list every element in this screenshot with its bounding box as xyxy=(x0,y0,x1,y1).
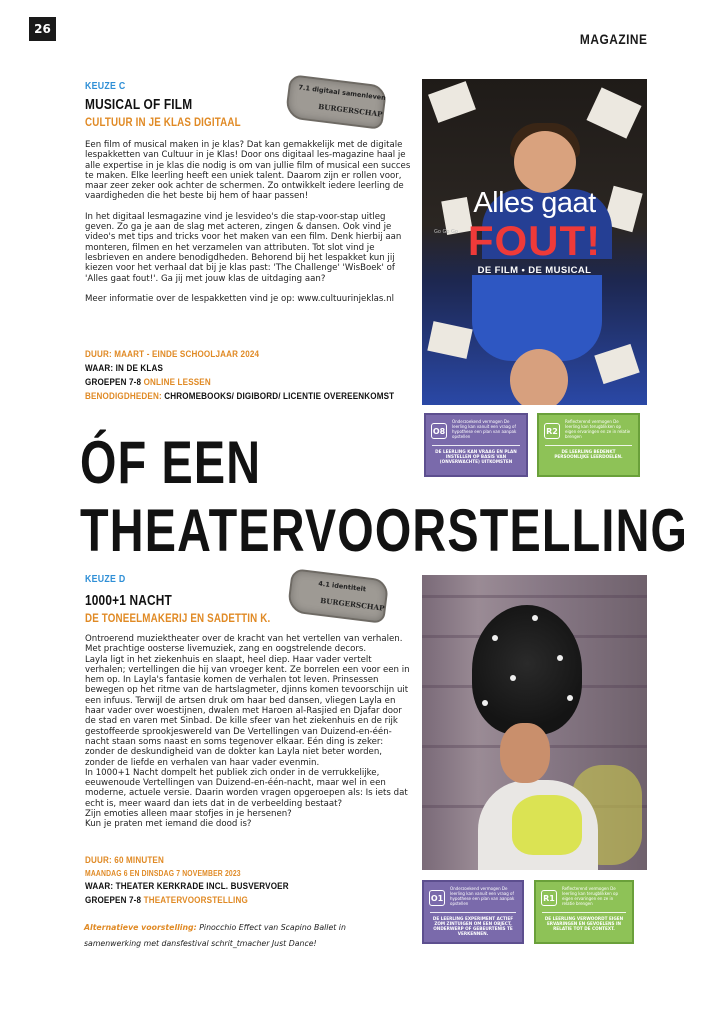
burgerschap-stone-badge xyxy=(285,74,388,130)
section-label: MAGAZINE xyxy=(579,31,647,47)
badge-goal: DE LEERLING KAN VRAAG EN PLAN INSTELLEN OP BASIS VAN (ONVERWACHTE) UITKOMSTEN xyxy=(435,449,517,464)
badge-description: Reflecterend vermogen De leerling kan terugblikken op eigen ervaringen en ze in relatie brengen xyxy=(562,886,619,906)
badge-description: Onderzoekend vermogen De leerling kan vanuit een vraag of hypothese een plan van aanpak opstellen xyxy=(452,419,517,439)
badge-description: Onderzoekend vermogen De leerling kan vanuit een vraag of hypothese een plan van aanpak opstellen xyxy=(450,886,515,906)
groups-value: GROEPEN 7-8 xyxy=(85,895,142,906)
paragraph: Kun je praten met iemand die dood is? xyxy=(85,819,252,830)
girl-face xyxy=(510,349,568,405)
stone-badge-topic: 4.1 identiteit xyxy=(317,579,367,594)
badge-divider xyxy=(542,912,626,913)
headdress-ornament xyxy=(557,655,563,661)
headdress-ornament xyxy=(567,695,573,701)
competence-badge xyxy=(424,413,528,477)
choice-c-subtitle: CULTUUR IN JE KLAS DIGITAAL xyxy=(85,117,241,129)
headdress xyxy=(472,605,582,735)
duration-line xyxy=(85,855,366,866)
duration-line xyxy=(85,349,366,360)
page-number: 26 xyxy=(29,17,56,41)
backdrop-stripe xyxy=(422,595,647,598)
paragraph: Meer informatie over de lespakketten vind je op: www.cultuurinjeklas.nl xyxy=(85,293,394,304)
headdress-ornament xyxy=(510,675,516,681)
boy-face xyxy=(514,131,576,193)
girl-face xyxy=(500,723,550,783)
theater-photo xyxy=(422,575,647,870)
groups-line xyxy=(85,377,366,388)
paragraph: Ontroerend muziektheater over de kracht van het vertellen van verhalen. Met prachtige oosterse livemuziek, zang en oogstrelende decors. xyxy=(85,634,403,655)
competence-badge xyxy=(534,880,634,944)
duration-value: DUUR: 60 MINUTEN xyxy=(85,855,164,866)
groups-extra: ONLINE LESSEN xyxy=(143,377,211,388)
choice-c-title: MUSICAL OF FILM xyxy=(85,97,193,113)
headdress-ornament xyxy=(492,635,498,641)
poster-subtitle: DE FILM • DE MUSICAL xyxy=(477,265,592,276)
paragraph: Een film of musical maken in je klas? Dat kan gemakkelijk met de digitale lespakketten van Cultuur in je Klas! Door ons digitaal les-magazine haal je alle expertise in je klas die nodig is om van jullie film of musical een succes te maken. Elke leerling heeft een uniek talent. Daarom zijn er rollen voor, maar zeer zeker ook achter de schermen. Zo ontwikkelt iedere leerling de vaardigheden die het beste bij hem of haar passen! xyxy=(85,140,411,202)
dates-value: MAANDAG 6 EN DINSDAG 7 NOVEMBER 2023 xyxy=(85,869,241,878)
choice-d-subtitle: DE TONEELMAKERIJ EN SADETTIN K. xyxy=(85,613,271,625)
materials-label: BENODIGDHEDEN: xyxy=(85,391,162,402)
poster-small-text: Go Go Go xyxy=(434,229,458,235)
badge-divider xyxy=(430,912,516,913)
groups-extra: THEATERVOORSTELLING xyxy=(143,895,248,906)
reflection-icon: R1 xyxy=(541,890,557,906)
stone-badge-topic: 7.1 digitaal samenleven xyxy=(298,83,387,103)
groups-value: GROEPEN 7-8 xyxy=(85,377,142,388)
badge-goal: DE LEERLING VERWOORDT EIGEN ERVARINGEN EN GEVOELENS IN RELATIE TOT DE CONTEXT. xyxy=(544,916,624,931)
alternative-performance-note xyxy=(84,920,404,952)
flying-paper xyxy=(427,321,472,359)
poster-title-line1: Alles gaat xyxy=(473,187,596,219)
badge-goal: DE LEERLING BEDENKT PERSOONLIJKE LEERDOELEN. xyxy=(554,449,623,459)
headdress-ornament xyxy=(482,700,488,706)
research-icon: O1 xyxy=(429,890,445,906)
movie-poster-image xyxy=(422,79,647,405)
flying-paper xyxy=(586,87,641,138)
flying-paper xyxy=(594,344,639,384)
choice-d-kicker: KEUZE D xyxy=(85,574,126,585)
badge-description: Reflecterend vermogen De leerling kan terugblikken op eigen ervaringen en ze in relatie brengen xyxy=(565,419,631,439)
materials-value: CHROMEBOOKS/ DIGIBORD/ LICENTIE OVEREENKOMST xyxy=(164,391,395,402)
competence-badge xyxy=(537,413,640,477)
location-line: WAAR: THEATER KERKRADE INCL. BUSVERVOER xyxy=(85,881,289,892)
alternative-label: Alternatieve voorstelling: xyxy=(84,923,197,932)
groups-line xyxy=(85,895,366,906)
choice-c-kicker: KEUZE C xyxy=(85,81,126,92)
duration-value: MAART - EINDE SCHOOLJAAR 2024 xyxy=(114,349,260,360)
materials-line xyxy=(85,391,395,402)
paragraph: Layla ligt in het ziekenhuis en slaapt, heel diep. Haar vader vertelt verhalen; vertellingen die hij van vroeger kent. Ze borrelen een voor een in hem op. In Layla's fantasie komen de verhalen tot leven. Prinsessen bewegen op het ritme van de hartslagmeter, djinns komen tevoorschijn uit een infuus. Terwijl de artsen druk om haar bed dansen, vliegen Layla en haar vader over woestijnen, dwalen met Haroen al-Rasjied en Djafar door de stad en varen met Sinbad. De kille sfeer van het ziekenhuis en de rijk gestoffeerde sprookjeswereld van De Vertellingen van Duizend-en-één-nacht staan soms naast en soms tegenover elkaar. Eén ding is zeker: zonder de deskundigheid van de dokter kan Layla niet beter worden, zonder de liefde en verhalen van haar vader evenmin. xyxy=(85,654,410,768)
location-line: WAAR: IN DE KLAS xyxy=(85,363,164,374)
reflection-icon: R2 xyxy=(544,423,560,439)
stone-badge-label: BURGERSCHAP xyxy=(317,101,383,119)
paragraph: Zijn emoties alleen maar stofjes in je hersenen? xyxy=(85,809,292,820)
paragraph: In het digitaal lesmagazine vind je lesvideo's die stap-voor-stap uitleg geven. Zo ga je aan de slag met acteren, zingen & dansen. Ook vind je video's met tips and tricks voor het maken van een film. Denk hierbij aan monteren, filmen en het verzamelen van attributen. Tot slot vind je lesbrieven en andere benodigdheden. Behorend bij het lespakket kun jij kiezen voor het verhaal dat bij je klas past: 'The Challenge' 'WisBoek' of 'Alles gaat fout!'. Ga jij met jouw klas de uitdaging aan? xyxy=(85,211,402,284)
duration-label: DUUR: xyxy=(85,349,112,360)
stone-badge-label: BURGERSCHAP xyxy=(319,595,385,613)
badge-divider xyxy=(545,445,632,446)
flying-paper xyxy=(428,81,476,123)
choice-d-body xyxy=(85,634,412,830)
badge-divider xyxy=(432,445,520,446)
research-icon: O8 xyxy=(431,423,447,439)
headline-line1: ÓF EEN xyxy=(80,429,262,496)
alternative-text: Pinocchio Effect van Scapino Ballet in samenwerking met dansfestival schrit_tmacher Just Dance! xyxy=(84,923,346,948)
headdress-ornament xyxy=(532,615,538,621)
poster-title-line2: FOUT! xyxy=(467,217,602,264)
choice-c-body xyxy=(85,140,412,304)
choice-c-meta xyxy=(85,349,415,402)
competence-badge xyxy=(422,880,524,944)
dates-line xyxy=(85,869,366,878)
badge-goal: DE LEERLING EXPERIMENT ACTIEF ZOM ZINTUIGEN OM EEN OBJECT, ONDERWERP OF GEBEURTENIS TE VERKENNEN. xyxy=(432,916,514,936)
yellow-embroidery xyxy=(512,795,582,855)
headline-line2: THEATERVOORSTELLING xyxy=(80,497,689,564)
choice-d-title: 1000+1 NACHT xyxy=(85,593,172,609)
choice-d-meta xyxy=(85,855,415,906)
paragraph: In 1000+1 Nacht dompelt het publiek zich onder in de verrukkelijke, eeuwenoude Vertellingen van Duizend-en-één-nacht, maar wel in een moderne, actuele versie. Daarin worden vragen opgeroepen als: Is iets dat echt is, meer waard dan iets dat in de verbeelding bestaat? xyxy=(85,767,408,809)
